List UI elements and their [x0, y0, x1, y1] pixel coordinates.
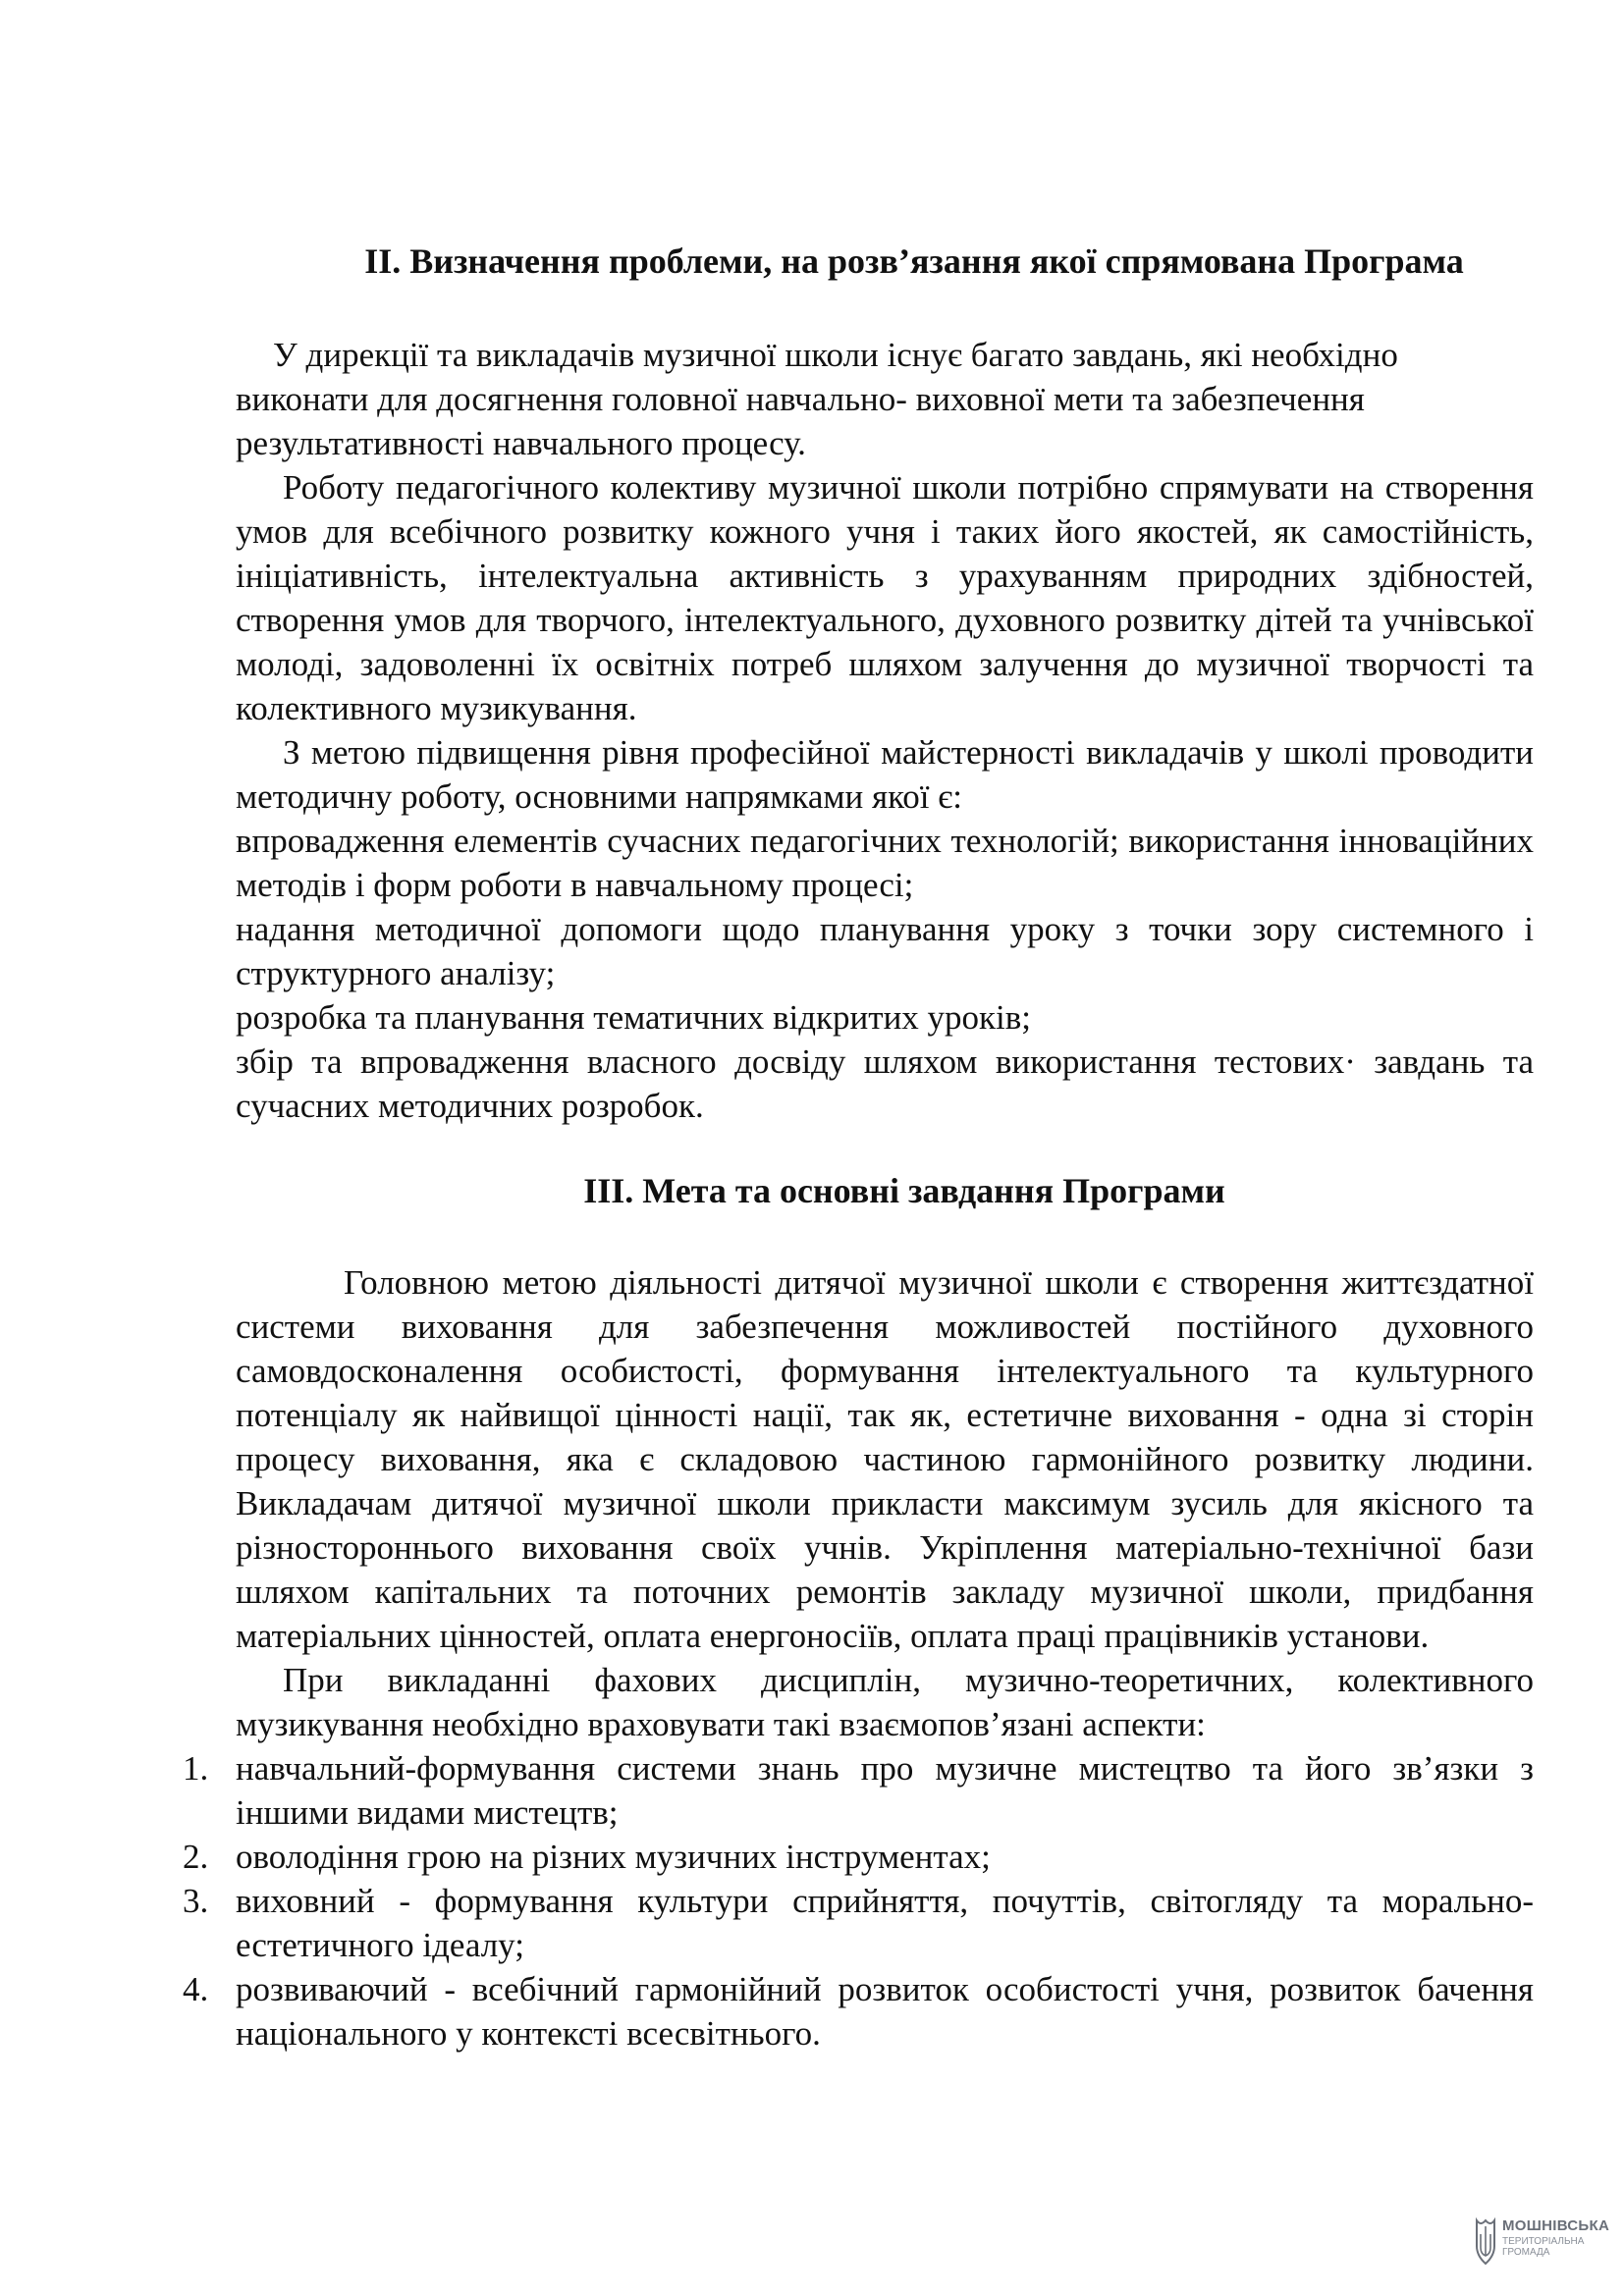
logo-line-2: ТЕРИТОРІАЛЬНА — [1502, 2236, 1585, 2247]
logo-line-3: ГРОМАДА — [1502, 2247, 1550, 2258]
section-2-paragraph-7: збір та впровадження власного досвіду шляхом використання тестових· завдань та сучасних методичних розробок. — [236, 1042, 1534, 1125]
community-logo — [1475, 2216, 1612, 2275]
list-item-text: навчальний-формування системи знань про музичне мистецтво та його зв’язки з іншими видами мистецтв; — [236, 1749, 1534, 1832]
list-item — [183, 1879, 1534, 1967]
list-item-text: виховний - формування культури сприйняття, почуттів, світогляду та морально-естетичного ідеалу; — [236, 1882, 1534, 1964]
list-item — [183, 1967, 1534, 2056]
list-item-text: оволодіння грою на різних музичних інструментах; — [236, 1838, 991, 1876]
section-3-paragraph-2: При викладанні фахових дисциплін, музично-теоретичних, колективного музикування необхідно враховувати такі взаємопов’язані аспекти: — [236, 1661, 1534, 1743]
list-item — [183, 1746, 1534, 1835]
aspects-list — [183, 1746, 1534, 2056]
section-2-paragraph-1: У дирекції та викладачів музичної школи існує багато завдань, які необхідно виконати для досягнення головної навчально- виховної мети та забезпечення результативності навчального процесу. — [236, 336, 1398, 462]
section-2-paragraph-2: Роботу педагогічного колективу музичної школи потрібно спрямувати на створення умов для всебічного розвитку кожного учня і таких його якостей, як самостійність, ініціативність, інтелектуальна активність з урахуванням природних здібностей, створення умов для творчого, інтелектуального, духовного розвитку дітей та учнівської молоді, задоволенні їх освітніх потреб шляхом залучення до музичної творчості та колективного музикування. — [236, 468, 1534, 727]
list-item-number: 4. — [183, 1970, 209, 2008]
logo-line-1: МОШНІВСЬКА — [1502, 2217, 1610, 2234]
section-3-title: ІІІ. Мета та основні завдання Програми — [583, 1171, 1225, 1210]
list-item — [183, 1835, 1534, 1879]
trident-crest-icon — [1475, 2216, 1496, 2268]
document-body — [183, 240, 1534, 2056]
list-item-number: 2. — [183, 1838, 209, 1876]
list-item-text: розвиваючий - всебічний гармонійний розвиток особистості учня, розвиток бачення національного у контексті всесвітнього. — [236, 1970, 1534, 2053]
section-2-paragraph-3: З метою підвищення рівня професійної майстерності викладачів у школі проводити методичну роботу, основними напрямками якої є: — [236, 733, 1534, 816]
section-2-paragraph-4: впровадження елементів сучасних педагогічних технологій; використання інноваційних методів і форм роботи в навчальному процесі; — [236, 822, 1534, 904]
section-2-title: ІІ. Визначення проблеми, на розв’язання якої спрямована Програма — [364, 241, 1464, 281]
section-2-paragraph-6: розробка та планування тематичних відкритих уроків; — [236, 998, 1032, 1037]
section-3-paragraph-1: Головною метою діяльності дитячої музичної школи є створення життєздатної системи виховання для забезпечення можливостей постійного духовного самовдосконалення особистості, формування інтелектуального та культурного потенціалу як найвищої цінності нації, так як, естетичне виховання - одна зі сторін процесу виховання, яка є складовою частиною гармонійного розвитку людини. Викладачам дитячої музичної школи прикласти максимум зусиль для якісного та різностороннього виховання своїх учнів. Укріплення матеріально-технічної бази шляхом капітальних та поточних ремонтів закладу музичної школи, придбання матеріальних цінностей, оплата енергоносіїв, оплата праці працівників установи. — [236, 1263, 1534, 1655]
section-2-paragraph-5: надання методичної допомоги щодо планування уроку з точки зору системного і структурного аналізу; — [236, 910, 1534, 992]
list-item-number: 1. — [183, 1749, 209, 1788]
list-item-number: 3. — [183, 1882, 209, 1920]
